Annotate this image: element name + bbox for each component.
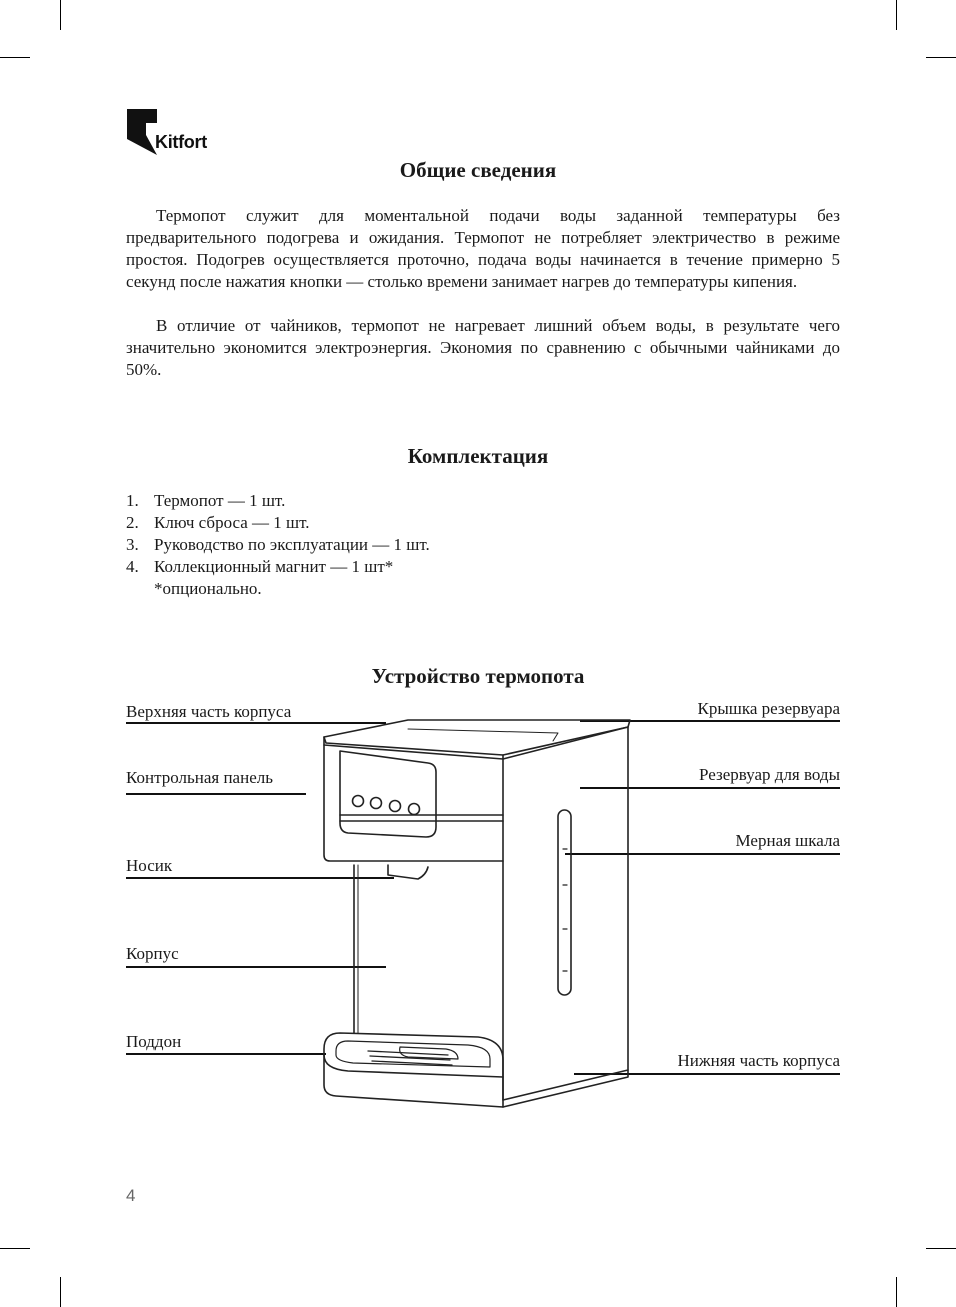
label-tank-lid: Крышка резервуара	[697, 699, 840, 718]
side-panel	[503, 727, 628, 1100]
general-paragraph-1: Термопот служит для моментальной подачи воды заданной температуры без предварительного подогрева и ожидания. Термопот не потребляет электричество в режиме простоя. Подогрев осуществляется проточно, подача воды начинается в течение примерно 5 секунд после нажатия кнопки — столько времени занимает нагрев до температуры кипения.	[126, 206, 840, 291]
crop-mark	[60, 1277, 61, 1307]
crop-mark	[0, 1248, 30, 1249]
kit-list	[126, 490, 430, 600]
general-paragraph-2: В отличие от чайников, термопот не нагревает лишний объем воды, в результате чего значительно экономится электроэнергия. Экономия по сравнению с обычными чайниками до 50%.	[126, 316, 840, 379]
leader-line	[126, 793, 306, 795]
control-panel-shape	[340, 751, 436, 837]
button-icon	[353, 796, 364, 807]
button-icon	[371, 798, 382, 809]
label-control-panel: Контрольная панель	[126, 768, 273, 787]
label-spout: Носик	[126, 856, 173, 875]
list-item: 4. Коллекционный магнит — 1 шт*	[126, 557, 394, 576]
label-water-tank: Резервуар для воды	[699, 765, 840, 784]
lid-edge	[324, 737, 503, 759]
lid-detail	[408, 729, 558, 741]
list-item: 2. Ключ сброса — 1 шт.	[126, 513, 310, 532]
button-icon	[409, 804, 420, 815]
kit-note: *опционально.	[154, 579, 262, 598]
kitfort-logo-icon	[125, 108, 159, 156]
crop-mark	[926, 1248, 956, 1249]
section-title-kit: Комплектация	[407, 444, 549, 468]
brand-logo	[125, 108, 225, 158]
measurement-scale	[558, 810, 571, 995]
base-edge	[503, 1070, 628, 1107]
label-body: Корпус	[126, 944, 179, 963]
list-item: 3. Руководство по эксплуатации — 1 шт.	[126, 535, 430, 554]
button-icon	[390, 801, 401, 812]
label-tray: Поддон	[126, 1032, 182, 1051]
crop-mark	[896, 1277, 897, 1307]
label-bottom-body: Нижняя часть корпуса	[677, 1051, 840, 1070]
scale-tick	[563, 849, 567, 971]
brand-name: Kitfort	[155, 132, 207, 152]
spout	[388, 865, 428, 879]
section-title-device: Устройство термопота	[371, 664, 585, 688]
page-number: 4	[126, 1186, 136, 1205]
crop-mark	[896, 0, 897, 30]
crop-mark	[60, 0, 61, 30]
leader-line	[126, 1053, 326, 1055]
label-top-body: Верхняя часть корпуса	[126, 702, 292, 721]
list-item: 1. Термопот — 1 шт.	[126, 491, 286, 510]
label-scale: Мерная шкала	[735, 831, 840, 850]
crop-mark	[0, 57, 30, 58]
crop-mark	[926, 57, 956, 58]
thermopot-illustration	[318, 715, 638, 1115]
tray-top	[324, 1033, 503, 1077]
section-title-general: Общие сведения	[399, 158, 557, 182]
